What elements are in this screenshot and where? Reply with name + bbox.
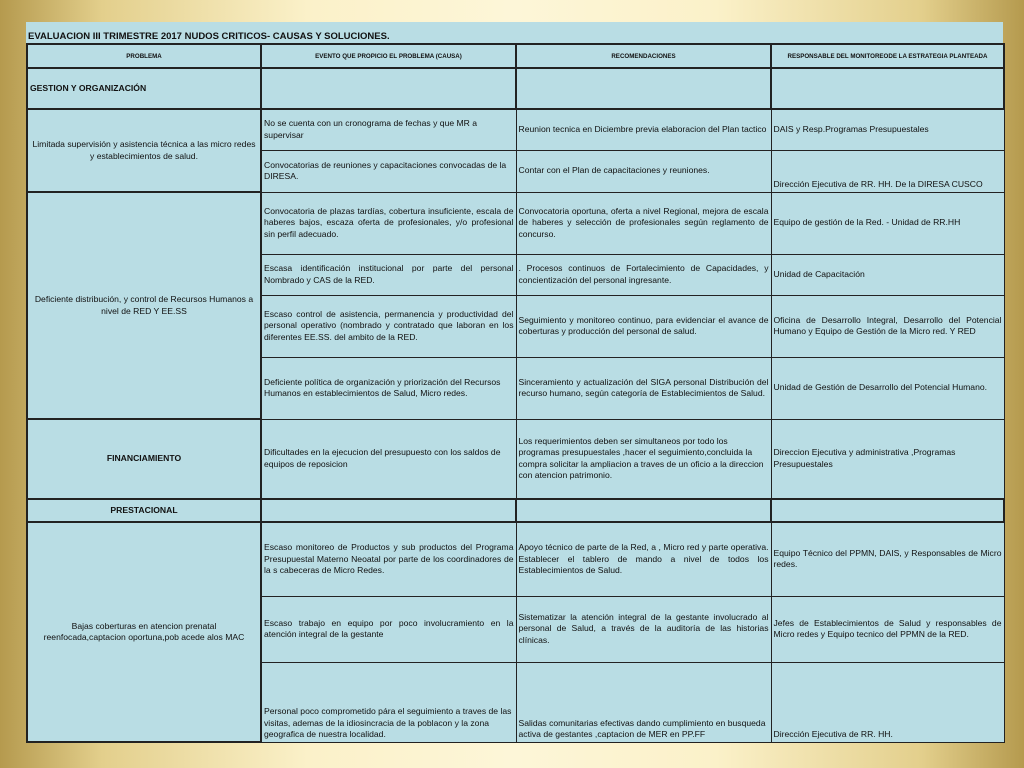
recommendation-cell: Salidas comunitarias efectivas dando cumplimiento en busqueda activa de gestantes ,captacion de MER en PP.FF (516, 662, 771, 742)
section-gestion-label: GESTION Y ORGANIZACIÓN (27, 68, 261, 109)
header-causa: EVENTO QUE PROPICIO EL PROBLEMA (CAUSA) (261, 44, 516, 68)
cause-cell: Convocatorias de reuniones y capacitaciones convocadas de la DIRESA. (261, 150, 516, 192)
table-row (27, 192, 1004, 254)
empty-cell (771, 68, 1004, 109)
header-responsable: RESPONSABLE DEL MONITOREODE LA ESTRATEGIA PLANTEADA (771, 44, 1004, 68)
section-row-gestion (27, 68, 1004, 109)
table-row (27, 109, 1004, 150)
recommendation-cell: Los requerimientos deben ser simultaneos por todo los programas presupuestales ,hacer el seguimiento,concluida la compra solicitar la ampliacion a traves de un oficio a la direccion con atencion patrimonio. (516, 419, 771, 499)
section-row-prestacional (27, 499, 1004, 522)
section-financiamiento-label: FINANCIAMIENTO (27, 419, 261, 499)
section-row-financiamiento (27, 419, 1004, 499)
recommendation-cell: Apoyo técnico de parte de la Red, a , Micro red y parte operativa. Establecer el tablero de mando a nivel de todos los Establecimientos de Salud. (516, 522, 771, 596)
responsible-cell: Unidad de Capacitación (771, 254, 1004, 295)
responsible-cell: Oficina de Desarrollo Integral, Desarrollo del Potencial Humano y Equipo de Gestión de la Micro red. Y RED (771, 295, 1004, 357)
recommendation-cell: Reunion tecnica en Diciembre previa elaboracion del Plan tactico (516, 109, 771, 150)
problem-cell: Limitada supervisión y asistencia técnica a las micro redes y establecimientos de salud. (27, 109, 261, 192)
problem-cell: Deficiente distribución, y control de Recursos Humanos a nivel de RED Y EE.SS (27, 192, 261, 419)
responsible-cell: Dirección Ejecutiva de RR. HH. De la DIRESA CUSCO (771, 150, 1004, 192)
empty-cell (261, 68, 516, 109)
nudos-criticos-table (26, 43, 1005, 743)
responsible-cell: DAIS y Resp.Programas Presupuestales (771, 109, 1004, 150)
header-problema: PROBLEMA (27, 44, 261, 68)
cause-cell: Convocatoria de plazas tardías, cobertura insuficiente, escala de haberes bajos, escaza oferta de profesionales, y/o profesional sin perfil adecuado. (261, 192, 516, 254)
recommendation-cell: . Procesos continuos de Fortalecimiento de Capacidades, y concientización del personal ingresante. (516, 254, 771, 295)
cause-cell: Personal poco comprometido pára el seguimiento a traves de las visitas, ademas de la idiosincracia de la poblacon y la zona geografica de nuestra localidad. (261, 662, 516, 742)
cause-cell: No se cuenta con un cronograma de fechas y que MR a supervisar (261, 109, 516, 150)
cause-cell: Escaso monitoreo de Productos y sub productos del Programa Presupuestal Materno Neoatal por parte de los coordinadores de la s cabeceras de Micro Redes. (261, 522, 516, 596)
cause-cell: Escasa identificación institucional por parte del personal Nombrado y CAS de la RED. (261, 254, 516, 295)
recommendation-cell: Convocatoria oportuna, oferta a nivel Regional, mejora de escala de haberes y selección de profesionales según reglamento de concurso. (516, 192, 771, 254)
cause-cell: Dificultades en la ejecucion del presupuesto con los saldos de equipos de reposicion (261, 419, 516, 499)
empty-cell (516, 499, 771, 522)
responsible-cell: Unidad de Gestión de Desarrollo del Potencial Humano. (771, 357, 1004, 419)
section-prestacional-label: PRESTACIONAL (27, 499, 261, 522)
cause-cell: Escaso control de asistencia, permanencia y productividad del personal operativo (nombrado y contratado que laboran en los diferentes EE.SS. del ambito de la RED. (261, 295, 516, 357)
cause-cell: Deficiente política de organización y priorización del Recursos Humanos en establecimientos de Salud, Micro redes. (261, 357, 516, 419)
recommendation-cell: Seguimiento y monitoreo continuo, para evidenciar el avance de coberturas y producción del personal de salud. (516, 295, 771, 357)
document-sheet (26, 22, 1003, 740)
table-row (27, 522, 1004, 596)
header-row (27, 44, 1004, 68)
header-recomendaciones: RECOMENDACIONES (516, 44, 771, 68)
recommendation-cell: Sistematizar la atención integral de la gestante involucrado al personal de Salud, a través de la auditoría de las historias clínicas. (516, 596, 771, 662)
empty-cell (516, 68, 771, 109)
responsible-cell: Equipo Técnico del PPMN, DAIS, y Responsables de Micro redes. (771, 522, 1004, 596)
empty-cell (261, 499, 516, 522)
responsible-cell: Dirección Ejecutiva de RR. HH. (771, 662, 1004, 742)
responsible-cell: Equipo de gestión de la Red. - Unidad de RR.HH (771, 192, 1004, 254)
empty-cell (771, 499, 1004, 522)
document-title: EVALUACION III TRIMESTRE 2017 NUDOS CRITICOS- CAUSAS Y SOLUCIONES. (28, 31, 390, 42)
cause-cell: Escaso trabajo en equipo por poco involucramiento en la atención integral de la gestante (261, 596, 516, 662)
responsible-cell: Jefes de Establecimientos de Salud y responsables de Micro redes y Equipo tecnico del PPMN de la RED. (771, 596, 1004, 662)
responsible-cell: Direccion Ejecutiva y administrativa ,Programas Presupuestales (771, 419, 1004, 499)
problem-cell: Bajas coberturas en atencion prenatal reenfocada,captacion oportuna,pob acede alos MAC (27, 522, 261, 742)
recommendation-cell: Contar con el Plan de capacitaciones y reuniones. (516, 150, 771, 192)
recommendation-cell: Sinceramiento y actualización del SIGA personal Distribución del recurso humano, según categoría de Establecimientos de Salud. (516, 357, 771, 419)
